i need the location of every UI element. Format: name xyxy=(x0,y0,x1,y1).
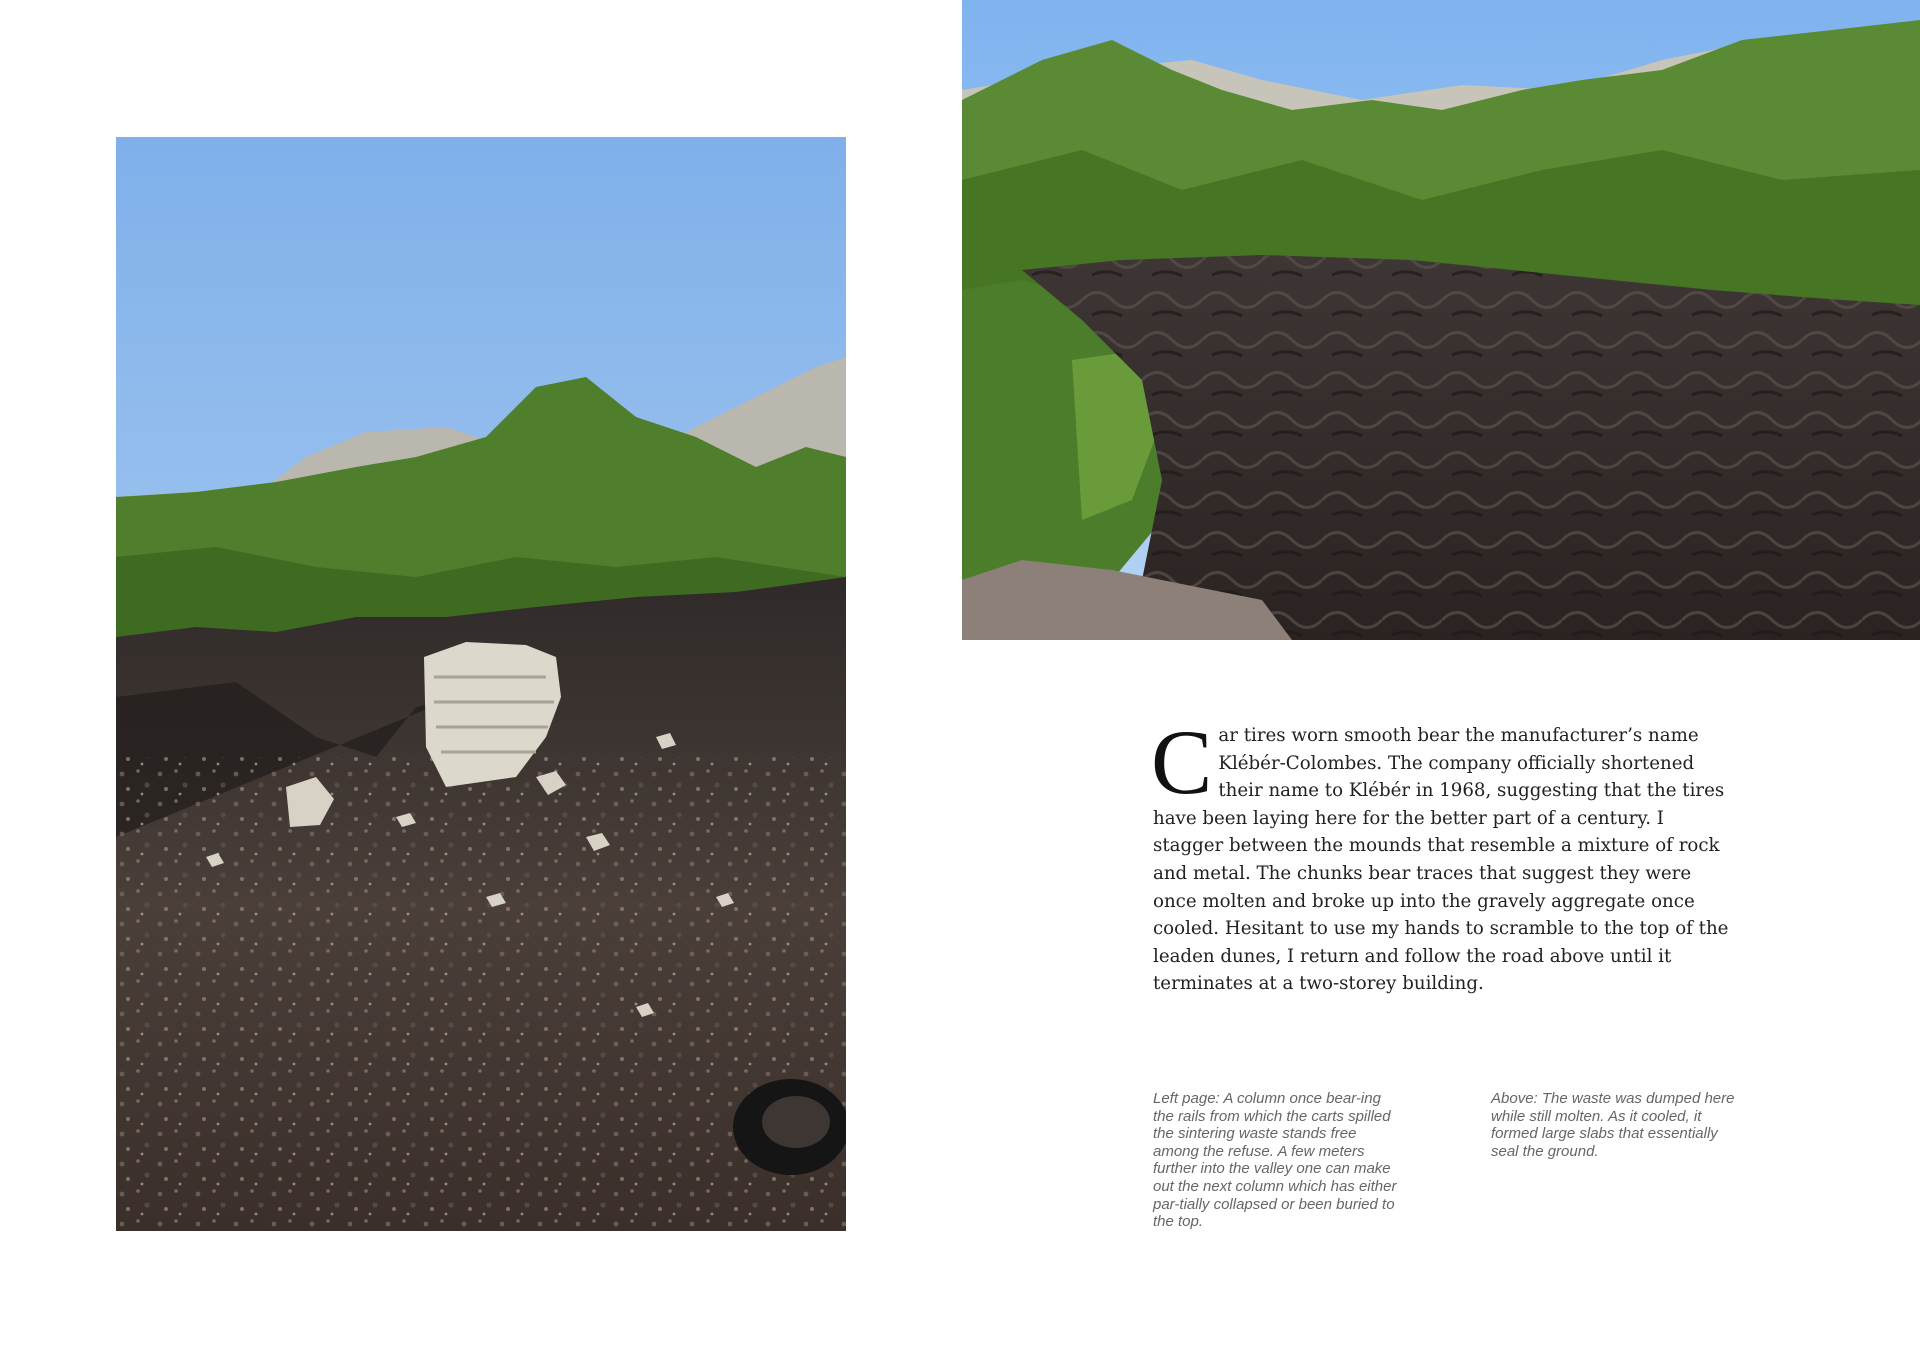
caption-above: Above: The waste was dumped here while still molten. As it cooled, it formed large slabs that essentially seal the ground. xyxy=(1491,1090,1735,1160)
right-photo-slag-slabs xyxy=(962,0,1920,640)
body-text xyxy=(1151,711,1733,998)
left-photo-column-among-slag xyxy=(116,137,846,1231)
body-text-content: ar tires worn smooth bear the manufacturer’s name Klébér-Colombes. The company officially shortened their name to Klébér in 1968, suggesting that the tires have been laying here for the better part of a century. I stagger between the mounds that resemble a mixture of rock and metal. The chunks bear traces that suggest they were once molten and broke up into the gravely aggregate once cooled. Hesitant to use my hands to scramble to the top of the leaden dunes, I return and follow the road above until it terminates at a two-storey building. xyxy=(1153,725,1729,995)
caption-left-page: Left page: A column once bear-ing the rails from which the carts spilled the sintering waste stands free among the refuse. A few meters further into the valley one can make out the next column which has either par-tially collapsed or been buried to the top. xyxy=(1153,1090,1397,1231)
drop-cap: C xyxy=(1151,711,1213,813)
